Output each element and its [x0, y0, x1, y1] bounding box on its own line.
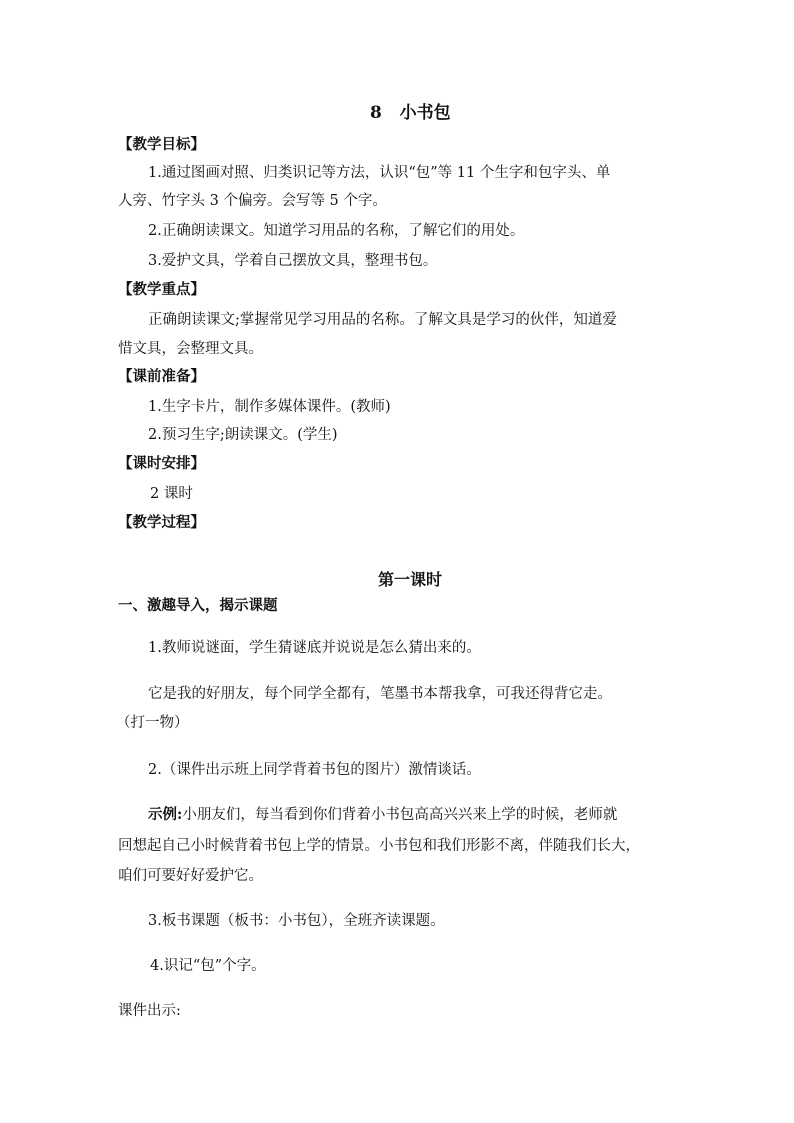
example-label: 示例: — [148, 806, 183, 823]
goal-1-line-1: 1.通过图画对照、归类识记等方法，认识“包”等 11 个生字和包字头、单 — [148, 165, 611, 181]
key-line-1: 正确朗读课文;掌握常见学习用品的名称。了解文具是学习的伙伴，知道爱 — [148, 312, 617, 328]
section-teaching-goals: 【教学目标】 — [118, 136, 205, 153]
step-4: 4.识记“包”个字。 — [150, 958, 266, 974]
document-title — [370, 103, 451, 123]
section-schedule: 【课时安排】 — [118, 455, 205, 472]
section-process: 【教学过程】 — [118, 514, 205, 531]
prep-2: 2.预习生字;朗读课文。(学生) — [148, 427, 338, 443]
title-number: 8 — [370, 103, 382, 123]
goal-2: 2.正确朗读课文。知道学习用品的名称，了解它们的用处。 — [148, 223, 525, 239]
prep-1: 1.生字卡片，制作多媒体课件。(教师) — [148, 399, 391, 415]
example-line-3: 咱们可要好好爱护它。 — [118, 868, 263, 884]
goal-1-line-2: 人旁、竹字头 3 个偏旁。会写等 5 个字。 — [118, 193, 387, 209]
example-text-1: 小朋友们，每当看到你们背着小书包高高兴兴来上学的时候，老师就 — [182, 807, 618, 823]
step-1: 1.教师说谜面，学生猜谜底并说说是怎么猜出来的。 — [148, 640, 481, 656]
example-line-2: 回想起自己小时候背着书包上学的情景。小书包和我们形影不离，伴随我们长大， — [118, 838, 640, 854]
part-1-heading: 一、激趣导入，揭示课题 — [118, 597, 278, 614]
key-line-2: 惜文具，会整理文具。 — [118, 341, 263, 357]
riddle-line-1: 它是我的好朋友，每个同学全都有，笔墨书本帮我拿，可我还得背它走。 — [148, 686, 612, 702]
goal-3: 3.爱护文具，学着自己摆放文具，整理书包。 — [148, 253, 438, 269]
riddle-line-2: （打一物） — [116, 715, 189, 731]
lesson-heading: 第一课时 — [378, 570, 443, 589]
step-3: 3.板书课题（板书：小书包），全班齐读课题。 — [148, 913, 445, 929]
schedule-hours: 2 课时 — [150, 486, 193, 502]
title-text: 小书包 — [399, 103, 451, 123]
courseware-label: 课件出示: — [118, 1003, 181, 1019]
example-line-1 — [148, 805, 617, 825]
section-teaching-key: 【教学重点】 — [118, 281, 205, 298]
section-preparation: 【课前准备】 — [118, 368, 205, 385]
step-2: 2.（课件出示班上同学背着书包的图片）激情谈话。 — [148, 762, 481, 778]
